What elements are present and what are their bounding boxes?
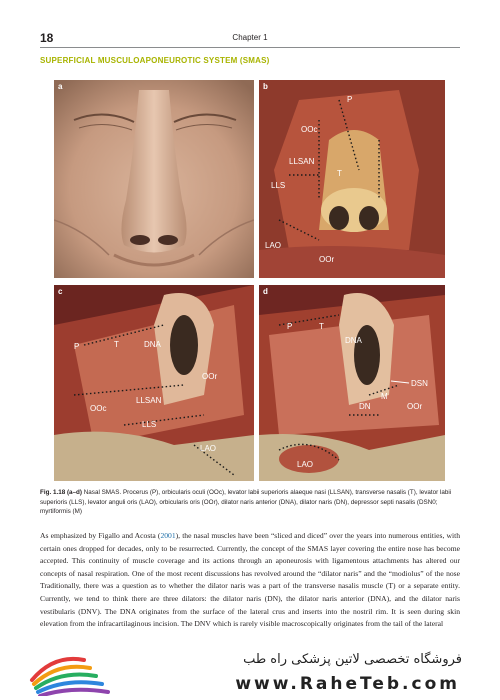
body-text-1: As emphasized by Figallo and Acosta (: [40, 531, 161, 540]
label-LLS: LLS: [142, 420, 157, 429]
brand-url[interactable]: www.RaheTeb.com: [235, 674, 460, 694]
label-OOc: OOc: [301, 125, 318, 134]
label-OOr: OOr: [407, 402, 423, 411]
figure-panel-d: [259, 285, 445, 481]
nose-photo-a: [54, 80, 254, 278]
section-title: SUPERFICIAL MUSCULOAPONEUROTIC SYSTEM (SMAS): [40, 56, 270, 65]
page-number: 18: [40, 31, 54, 45]
body-paragraph: [40, 530, 460, 631]
label-M: M: [381, 392, 388, 401]
label-LAO: LAO: [297, 460, 314, 469]
running-head-chapter: Chapter 1: [232, 33, 268, 42]
panel-label-c: c: [58, 287, 63, 296]
caption-text: Nasal SMAS. Procerus (P), orbicularis oculi (OOc), levator labii superioris alaeque nasi (LLSAN), transverse nasalis (T), levator labii superioris (LLS), levator anguli oris (LAO), orbicularis oris (OOr), dilator naris anterior (DNA), dilator naris (DN), depressor septi nasalis (DSN0; myrtiformis (M): [40, 489, 452, 515]
label-T: T: [337, 169, 342, 178]
label-P: P: [347, 95, 353, 104]
label-DNA: DNA: [345, 336, 362, 345]
label-LAO: LAO: [200, 444, 217, 453]
label-LAO: LAO: [265, 241, 282, 250]
label-P: P: [287, 322, 293, 331]
label-LLS: LLS: [271, 181, 286, 190]
page-header: [40, 33, 460, 45]
label-OOc: OOc: [90, 404, 107, 413]
panel-label-a: a: [58, 82, 63, 91]
label-OOr: OOr: [319, 255, 335, 264]
label-DN: DN: [359, 402, 371, 411]
label-T: T: [319, 322, 324, 331]
label-DNA: DNA: [144, 340, 161, 349]
header-rule: [40, 47, 460, 48]
figure-caption: [40, 488, 460, 517]
panel-label-b: b: [263, 82, 268, 91]
label-DSN: DSN: [411, 379, 428, 388]
label-P: P: [74, 342, 80, 351]
label-T: T: [114, 340, 119, 349]
panel-label-d: d: [263, 287, 268, 296]
figure-panel-b: [259, 80, 445, 278]
figure-panel-a: [54, 80, 254, 278]
body-text-2: ), the nasal muscles have been “sliced and diced” over the years into numerous entities, with certain ones dropped for decades, only to be resurrected. Currently, the concept of the SMAS layer covering the entire nose has become accepted. This continuity of muscle coverage and its actions through an aponeurosis with ligamentous attachments has altered our concepts of nasal respiration. One of the most recent discussions has revolved around the “dilator naris” and the “modiolus” of the nose Traditionally, there was a question as to whether the dilator naris was a part of the transverse nasalis muscle (T) or a separate entity. Currently, we tend to think there are three dilators: the dilator naris (DN), the dilator naris anterior (DNA), and the dilator naris vestibularis (DNV). The DNA originates from the surface of the lateral crus and inserts into the nostril rim. It is seen during skin elevation from the infracartilaginous incision. The DNV which is rarely visible macroscopically originates from the tail of the lateral: [40, 531, 460, 629]
brand-persian-text: فروشگاه تخصصی لاتین پزشکی راه طب: [243, 652, 462, 667]
caption-label: Fig. 1.18 (a–d): [40, 489, 82, 496]
label-LLSAN: LLSAN: [289, 157, 315, 166]
label-OOr: OOr: [202, 372, 218, 381]
raheteb-logo-icon: [24, 650, 134, 696]
citation-link[interactable]: 2001: [160, 531, 176, 540]
figure-panel-c: [54, 285, 254, 481]
label-LLSAN: LLSAN: [136, 396, 162, 405]
